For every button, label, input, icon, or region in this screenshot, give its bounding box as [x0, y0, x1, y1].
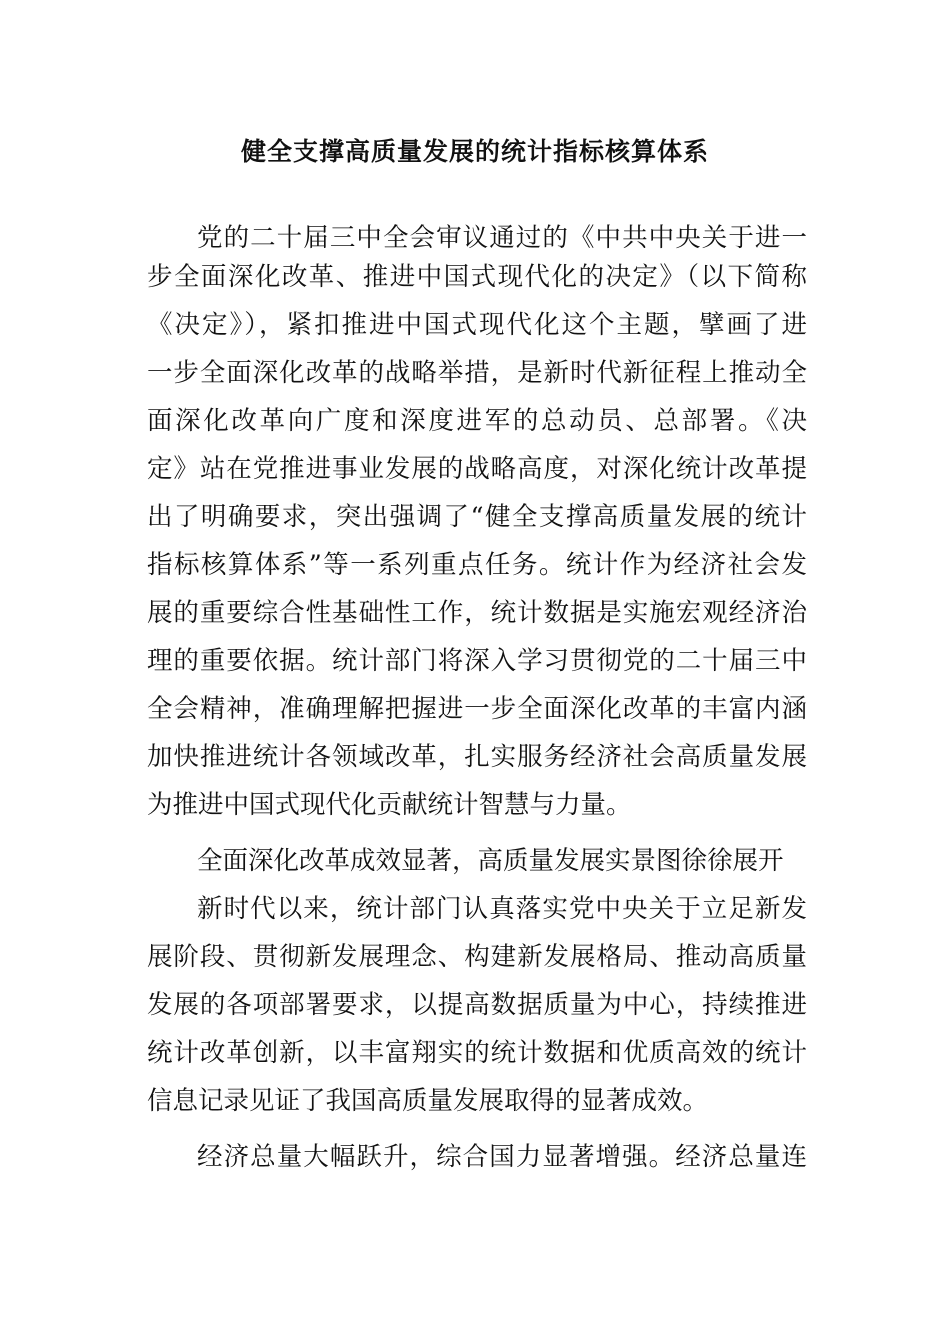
body-line: 出了明确要求，突出强调了“健全支撑高质量发展的统计: [147, 502, 807, 532]
body-line: 定》站在党推进事业发展的战略高度，对深化统计改革提: [147, 454, 807, 484]
body-line: 加快推进统计各领域改革，扎实服务经济社会高质量发展: [147, 742, 807, 772]
section-heading: 全面深化改革成效显著，高质量发展实景图徐徐展开: [197, 846, 784, 876]
body-line: 一步全面深化改革的战略举措，是新时代新征程上推动全: [147, 358, 807, 388]
body-line: 指标核算体系”等一系列重点任务。统计作为经济社会发: [147, 550, 807, 580]
body-line: 面深化改革向广度和深度进军的总动员、总部署。《决: [147, 406, 807, 436]
body-line: 经济总量大幅跃升，综合国力显著增强。经济总量连: [197, 1142, 807, 1172]
body-line: 全会精神，准确理解把握进一步全面深化改革的丰富内涵: [147, 694, 807, 724]
body-line: 步全面深化改革、推进中国式现代化的决定》（以下简称: [147, 262, 807, 292]
body-line: 理的重要依据。统计部门将深入学习贯彻党的二十届三中: [147, 646, 807, 676]
body-line: 党的二十届三中全会审议通过的《中共中央关于进一: [197, 223, 807, 253]
body-line: 《决定》），紧扣推进中国式现代化这个主题，擘画了进: [147, 310, 807, 340]
body-line: 新时代以来，统计部门认真落实党中央关于立足新发: [197, 894, 807, 924]
body-line: 信息记录见证了我国高质量发展取得的显著成效。: [147, 1086, 709, 1116]
body-line: 展阶段、贯彻新发展理念、构建新发展格局、推动高质量: [147, 942, 807, 972]
body-line: 为推进中国式现代化贡献统计智慧与力量。: [147, 790, 632, 820]
body-line: 发展的各项部署要求，以提高数据质量为中心，持续推进: [147, 990, 807, 1020]
body-line: 展的重要综合性基础性工作，统计数据是实施宏观经济治: [147, 598, 807, 628]
body-line: 统计改革创新，以丰富翔实的统计数据和优质高效的统计: [147, 1038, 807, 1068]
document-title: 健全支撑高质量发展的统计指标核算体系: [240, 137, 709, 166]
